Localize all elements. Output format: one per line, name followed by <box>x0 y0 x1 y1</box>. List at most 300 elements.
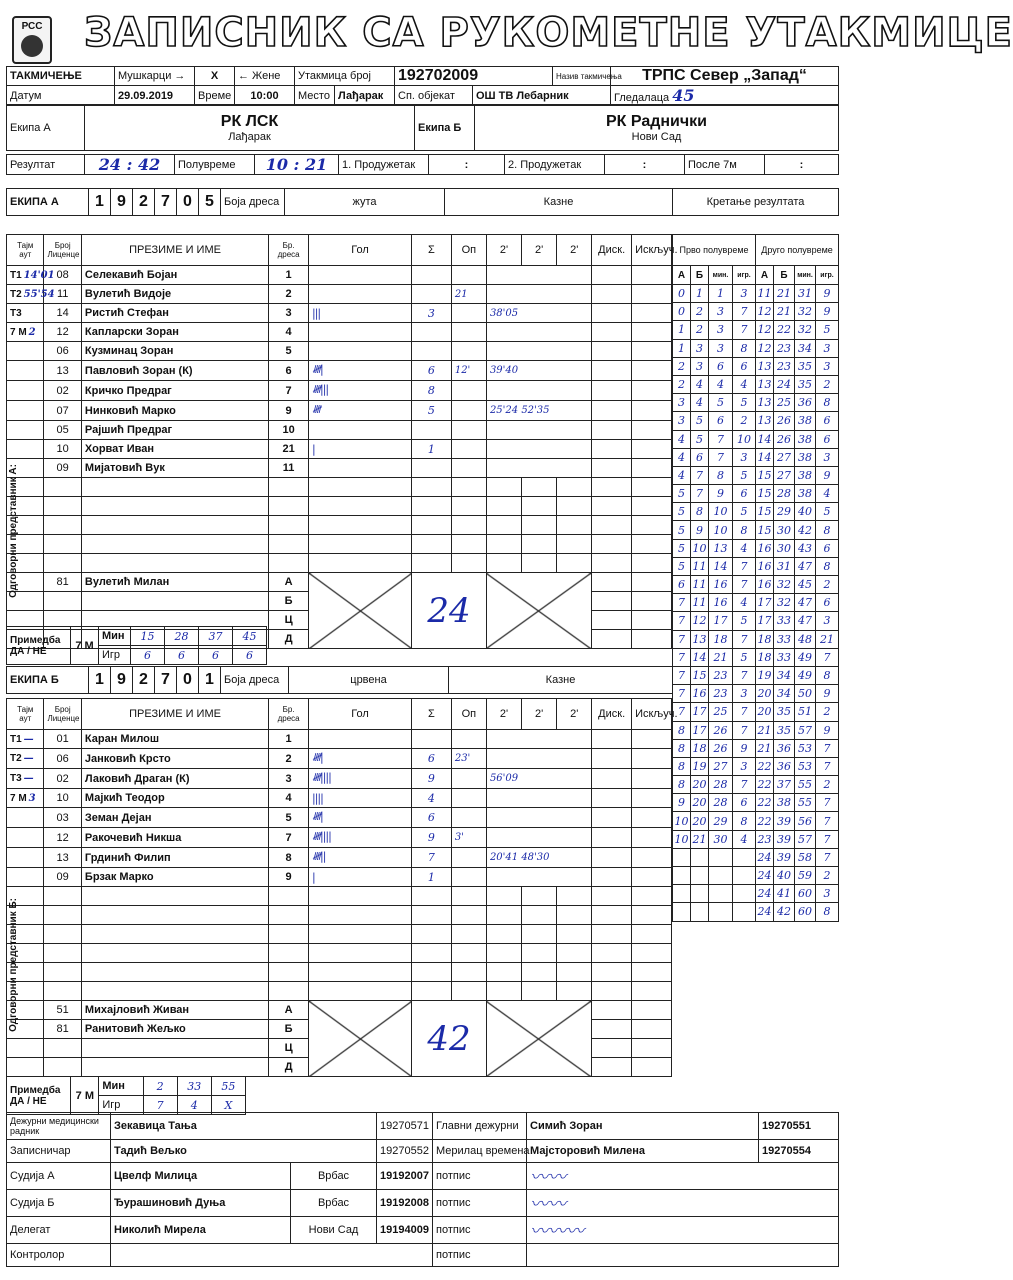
timeout-label: T2 <box>10 753 22 764</box>
official-role: Д <box>269 630 309 649</box>
progress-cell: 27 <box>709 757 733 775</box>
progress-cell: 2 <box>816 703 839 721</box>
player-disq <box>592 342 632 361</box>
team-b-col-2c: 2' <box>557 699 592 730</box>
result-label: Резултат <box>7 155 85 175</box>
progress-cell: 15 <box>756 521 774 539</box>
player-goals-tally: 𝍸| <box>309 361 412 381</box>
progress-cell: 7 <box>673 703 691 721</box>
player-warning <box>451 769 486 789</box>
progress-cell: 7 <box>673 666 691 684</box>
player-jersey-no: 1 <box>269 266 309 285</box>
progress-cell: 7 <box>733 576 756 594</box>
team-a-code-1: 1 <box>89 189 111 216</box>
official-spacer <box>7 1058 44 1077</box>
player-goals-tally: |||| <box>309 789 412 808</box>
official-role: Ц <box>269 611 309 630</box>
empty-cell <box>44 497 81 516</box>
progress-cell <box>673 885 691 903</box>
progress-cell: 23 <box>709 666 733 684</box>
player-suspensions: 20'41 48'30 <box>486 848 591 868</box>
progress-cell: 5 <box>673 503 691 521</box>
empty-cell <box>81 925 268 944</box>
table-row <box>7 285 672 304</box>
team-b-col-lic: Број Лиценце <box>44 699 81 730</box>
progress-cell: 15 <box>756 485 774 503</box>
ctrl-label: Контролор <box>7 1244 111 1267</box>
team-a-min-label: Мин <box>99 627 131 646</box>
player-license: 08 <box>44 266 81 285</box>
team-b-igr-1: 7 <box>143 1096 177 1115</box>
progress-cell: 11 <box>691 557 709 575</box>
player-disq <box>592 808 632 828</box>
progress-cell: 53 <box>795 739 816 757</box>
official-exp <box>632 573 672 592</box>
med-name: Зекавица Тања <box>111 1113 377 1140</box>
empty-cell <box>269 516 309 535</box>
player-disq <box>592 285 632 304</box>
player-disq <box>592 868 632 887</box>
empty-cell <box>451 963 486 982</box>
progress-cell: 9 <box>816 721 839 739</box>
empty-cell <box>522 478 557 497</box>
progress-cell: 3 <box>816 612 839 630</box>
progress-cell: 3 <box>709 303 733 321</box>
progress-cell: 5 <box>673 521 691 539</box>
progress-cell: 3 <box>733 757 756 775</box>
team-a-penalties-label: Казне <box>445 189 673 216</box>
progress-cell: 6 <box>709 412 733 430</box>
team-b-igr-label: Игр <box>99 1096 143 1115</box>
progress-row <box>673 848 839 866</box>
empty-cell <box>486 554 521 573</box>
team-b-min-3: 55 <box>211 1077 245 1096</box>
progress-cell: 55 <box>795 794 816 812</box>
player-disq <box>592 749 632 769</box>
progress-h1-label: Прво полувреме <box>673 235 756 266</box>
progress-cell: 12 <box>756 303 774 321</box>
team-a-col-sum: Σ <box>412 235 452 266</box>
table-row <box>7 440 672 459</box>
progress-cell: 2 <box>816 576 839 594</box>
player-warning <box>451 304 486 323</box>
progress-cell: 6 <box>733 485 756 503</box>
player-disq <box>592 789 632 808</box>
player-name: Павловић Зоран (К) <box>81 361 268 381</box>
progress-cell: 0 <box>673 285 691 303</box>
progress-cell: 4 <box>733 830 756 848</box>
progress-cell: 4 <box>733 594 756 612</box>
progress-row <box>673 375 839 393</box>
progress-cell: 1 <box>673 321 691 339</box>
progress-cell: 3 <box>709 339 733 357</box>
player-license: 10 <box>44 440 81 459</box>
progress-col-7: игр. <box>816 266 839 285</box>
progress-cell: 33 <box>774 630 795 648</box>
empty-cell <box>557 887 592 906</box>
progress-row <box>673 285 839 303</box>
player-warning: 3' <box>451 828 486 848</box>
progress-row <box>673 503 839 521</box>
progress-cell: 9 <box>733 739 756 757</box>
progress-cell: 5 <box>673 539 691 557</box>
timeout-cell <box>7 789 44 808</box>
ref-a-city: Врбас <box>291 1163 377 1190</box>
med-lic: 19270571 <box>377 1113 433 1140</box>
half: 10 : 21 <box>255 155 339 175</box>
ctrl-sign-label: потпис <box>433 1244 527 1267</box>
table-row <box>7 516 672 535</box>
empty-cell <box>522 535 557 554</box>
player-name: Каран Милош <box>81 730 268 749</box>
progress-cell <box>673 848 691 866</box>
men-label: Мушкарци → <box>115 67 195 86</box>
progress-cell: 6 <box>816 430 839 448</box>
team-b-col-sum: Σ <box>412 699 452 730</box>
progress-cell: 3 <box>673 394 691 412</box>
progress-cell: 8 <box>816 557 839 575</box>
team-b-block-label: ЕКИПА Б <box>7 667 89 694</box>
empty-cell <box>486 516 521 535</box>
progress-cell <box>709 885 733 903</box>
progress-cell: 58 <box>795 848 816 866</box>
progress-cell: 3 <box>816 448 839 466</box>
progress-cell: 47 <box>795 612 816 630</box>
progress-cell: 37 <box>774 776 795 794</box>
progress-cell: 21 <box>756 739 774 757</box>
progress-cell: 35 <box>774 703 795 721</box>
progress-cell <box>733 867 756 885</box>
team-b-code-1: 1 <box>89 667 111 694</box>
timeout-cell <box>7 342 44 361</box>
progress-cell <box>691 903 709 921</box>
empty-cell <box>557 535 592 554</box>
player-suspensions <box>486 749 591 769</box>
player-goals-sum: 4 <box>412 789 452 808</box>
progress-cell: 32 <box>774 594 795 612</box>
progress-cell: 10 <box>673 830 691 848</box>
player-jersey-no: 7 <box>269 828 309 848</box>
player-disq <box>592 266 632 285</box>
progress-cell: 16 <box>691 685 709 703</box>
official-name <box>81 592 268 611</box>
team-a-col-name: ПРЕЗИМЕ И ИМЕ <box>81 235 268 266</box>
empty-cell <box>486 925 521 944</box>
progress-cell: 33 <box>774 612 795 630</box>
rec-name: Тадић Вељко <box>111 1140 377 1163</box>
official-dq <box>592 573 632 592</box>
progress-cell: 10 <box>691 539 709 557</box>
official-name <box>81 1058 268 1077</box>
progress-cell: 6 <box>691 448 709 466</box>
progress-cell: 38 <box>795 466 816 484</box>
progress-cell: 8 <box>733 339 756 357</box>
progress-cell: 18 <box>691 739 709 757</box>
team-a-min-3: 37 <box>199 627 233 646</box>
progress-cell: 7 <box>816 757 839 775</box>
progress-cell: 10 <box>709 521 733 539</box>
progress-cell: 23 <box>709 685 733 703</box>
player-exp <box>632 401 672 421</box>
timeout-label: 7 M <box>10 792 27 804</box>
progress-cell: 45 <box>795 576 816 594</box>
progress-cell: 2 <box>691 303 709 321</box>
progress-cell: 5 <box>691 412 709 430</box>
del-lic: 19194009 <box>377 1217 433 1244</box>
date-label: Датум <box>7 86 115 106</box>
teams-row <box>6 104 839 151</box>
progress-row <box>673 648 839 666</box>
progress-cell: 20 <box>691 794 709 812</box>
progress-cell: 6 <box>709 357 733 375</box>
progress-cell: 20 <box>756 685 774 703</box>
team-a-name: РК ЛСК <box>220 112 279 130</box>
progress-cell: 7 <box>709 448 733 466</box>
progress-cell: 36 <box>774 739 795 757</box>
empty-cell <box>592 982 632 1001</box>
progress-cell: 28 <box>709 776 733 794</box>
progress-cell: 4 <box>673 430 691 448</box>
player-jersey-no: 8 <box>269 848 309 868</box>
player-jersey-no: 3 <box>269 304 309 323</box>
empty-cell <box>557 963 592 982</box>
progress-cell: 9 <box>709 485 733 503</box>
progress-row <box>673 630 839 648</box>
player-exp <box>632 304 672 323</box>
player-suspensions <box>486 828 591 848</box>
progress-cell: 5 <box>691 430 709 448</box>
empty-cell <box>451 535 486 554</box>
timeout-mark: — <box>23 773 34 784</box>
official-role: А <box>269 573 309 592</box>
empty-cell <box>451 925 486 944</box>
progress-cell: 22 <box>774 321 795 339</box>
player-name: Кузминац Зоран <box>81 342 268 361</box>
result-row <box>6 154 839 175</box>
venue-label: Сп. објекат <box>395 86 473 106</box>
team-b-jersey: црвена <box>289 667 449 694</box>
player-warning <box>451 808 486 828</box>
table-row <box>7 342 672 361</box>
del-sign-label: потпис <box>433 1217 527 1244</box>
ot1-label: 1. Продужетак <box>339 155 429 175</box>
progress-col-6: мин. <box>795 266 816 285</box>
progress-row <box>673 830 839 848</box>
progress-cell: 5 <box>673 557 691 575</box>
progress-row <box>673 885 839 903</box>
player-jersey-no: 6 <box>269 361 309 381</box>
player-goals-tally: 𝍸| <box>309 808 412 828</box>
player-goals-sum <box>412 421 452 440</box>
progress-cell: 7 <box>673 685 691 703</box>
progress-cell: 34 <box>774 685 795 703</box>
chief-lic: 19270551 <box>759 1113 839 1140</box>
progress-cell: 4 <box>673 466 691 484</box>
empty-cell <box>309 982 412 1001</box>
progress-cell: 2 <box>816 867 839 885</box>
progress-cell: 49 <box>795 666 816 684</box>
progress-cell: 5 <box>733 466 756 484</box>
team-b-seven-m: 7 М <box>71 1077 99 1115</box>
progress-cell: 20 <box>691 812 709 830</box>
progress-cell: 26 <box>774 412 795 430</box>
team-a-jersey-label: Боја дреса <box>221 189 285 216</box>
team-b-col-warn: Оп <box>451 699 486 730</box>
player-warning <box>451 266 486 285</box>
chief-name: Симић Зоран <box>527 1113 759 1140</box>
team-b-jersey-label: Боја дреса <box>221 667 289 694</box>
date: 29.09.2019 <box>115 86 195 106</box>
empty-cell <box>44 906 81 925</box>
player-name: Лаковић Драган (К) <box>81 769 268 789</box>
empty-cell <box>269 554 309 573</box>
team-a-code-3: 2 <box>133 189 155 216</box>
progress-cell <box>709 903 733 921</box>
player-goals-tally <box>309 285 412 304</box>
player-goals-tally <box>309 421 412 440</box>
player-goals-sum: 1 <box>412 868 452 887</box>
del-label: Делегат <box>7 1217 111 1244</box>
progress-cell: 22 <box>756 794 774 812</box>
match-no: 192702009 <box>395 67 553 86</box>
player-warning <box>451 789 486 808</box>
progress-row <box>673 576 839 594</box>
progress-cell: 33 <box>774 648 795 666</box>
player-exp <box>632 342 672 361</box>
progress-cell: 32 <box>774 576 795 594</box>
rec-label: Записничар <box>7 1140 111 1163</box>
table-row <box>7 421 672 440</box>
player-license: 14 <box>44 304 81 323</box>
empty-cell <box>632 982 672 1001</box>
player-name: Земан Дејан <box>81 808 268 828</box>
progress-cell: 7 <box>709 430 733 448</box>
team-a-col-2c: 2' <box>557 235 592 266</box>
empty-cell <box>309 516 412 535</box>
empty-cell <box>486 478 521 497</box>
player-goals-sum: 9 <box>412 769 452 789</box>
timeout-cell <box>7 749 44 769</box>
player-goals-tally: | <box>309 868 412 887</box>
timeout-cell <box>7 381 44 401</box>
empty-cell <box>81 887 268 906</box>
progress-cell: 15 <box>691 666 709 684</box>
progress-cell: 3 <box>816 339 839 357</box>
progress-cell: 8 <box>733 521 756 539</box>
player-exp <box>632 868 672 887</box>
player-warning <box>451 730 486 749</box>
player-license: 09 <box>44 459 81 478</box>
progress-cell <box>733 848 756 866</box>
player-license: 11 <box>44 285 81 304</box>
player-license: 06 <box>44 342 81 361</box>
ctrl-signature <box>527 1244 839 1267</box>
progress-cell: 7 <box>673 630 691 648</box>
progress-label: Кретање резултата <box>673 189 839 216</box>
player-goals-tally: 𝍸 <box>309 401 412 421</box>
player-name: Кричко Предраг <box>81 381 268 401</box>
progress-cell: 32 <box>795 321 816 339</box>
time: 10:00 <box>235 86 295 106</box>
team-a-igr-1: 6 <box>131 646 165 665</box>
player-name: Брзак Марко <box>81 868 268 887</box>
progress-cell: 38 <box>774 794 795 812</box>
progress-cell: 7 <box>733 321 756 339</box>
empty-cell <box>592 554 632 573</box>
official-license <box>44 1058 81 1077</box>
progress-cell: 0 <box>673 303 691 321</box>
progress-row <box>673 812 839 830</box>
player-license: 02 <box>44 769 81 789</box>
progress-cell: 8 <box>691 503 709 521</box>
player-goals-sum: 3 <box>412 304 452 323</box>
player-goals-sum <box>412 285 452 304</box>
player-suspensions: 25'24 52'35 <box>486 401 591 421</box>
player-suspensions <box>486 730 591 749</box>
timeout-mark: 14'01 <box>23 269 55 281</box>
official-name: Михајловић Живан <box>81 1001 268 1020</box>
player-warning: 12' <box>451 361 486 381</box>
player-goals-sum <box>412 459 452 478</box>
timeout-cell <box>7 440 44 459</box>
progress-cell: 2 <box>691 321 709 339</box>
empty-cell <box>486 982 521 1001</box>
progress-cell: 26 <box>709 739 733 757</box>
empty-cell <box>309 535 412 554</box>
empty-cell <box>309 906 412 925</box>
player-name: Мајкић Теодор <box>81 789 268 808</box>
progress-cell: 38 <box>795 448 816 466</box>
timeout-cell <box>7 285 55 304</box>
table-row <box>7 381 672 401</box>
progress-cell: 9 <box>691 521 709 539</box>
empty-cell <box>632 535 672 554</box>
player-license: 06 <box>44 749 81 769</box>
official-dq <box>592 1020 632 1039</box>
empty-cell <box>81 554 268 573</box>
empty-cell <box>592 963 632 982</box>
ref-b-sign-label: потпис <box>433 1190 527 1217</box>
official-role: Б <box>269 1020 309 1039</box>
player-license: 02 <box>44 381 81 401</box>
progress-cell: 29 <box>774 503 795 521</box>
ctrl-name <box>111 1244 433 1267</box>
player-license: 12 <box>44 828 81 848</box>
player-jersey-no: 5 <box>269 342 309 361</box>
empty-cell <box>412 982 452 1001</box>
progress-cell: 42 <box>795 521 816 539</box>
progress-cell: 3 <box>816 357 839 375</box>
ot1: : <box>429 155 505 175</box>
player-name: Ракочевић Никша <box>81 828 268 848</box>
player-name: Вулетић Видоје <box>81 285 268 304</box>
player-suspensions: 39'40 <box>486 361 591 381</box>
player-disq <box>592 381 632 401</box>
team-a-players <box>6 234 678 649</box>
progress-cell: 5 <box>733 648 756 666</box>
player-goals-tally: | <box>309 440 412 459</box>
progress-cell: 30 <box>774 521 795 539</box>
progress-cell: 43 <box>795 539 816 557</box>
progress-cell: 5 <box>733 612 756 630</box>
progress-cell: 23 <box>756 830 774 848</box>
progress-row <box>673 412 839 430</box>
player-license: 09 <box>44 868 81 887</box>
progress-row <box>673 557 839 575</box>
player-suspensions: 56'09 <box>486 769 591 789</box>
player-exp <box>632 323 672 342</box>
progress-cell: 21 <box>774 285 795 303</box>
